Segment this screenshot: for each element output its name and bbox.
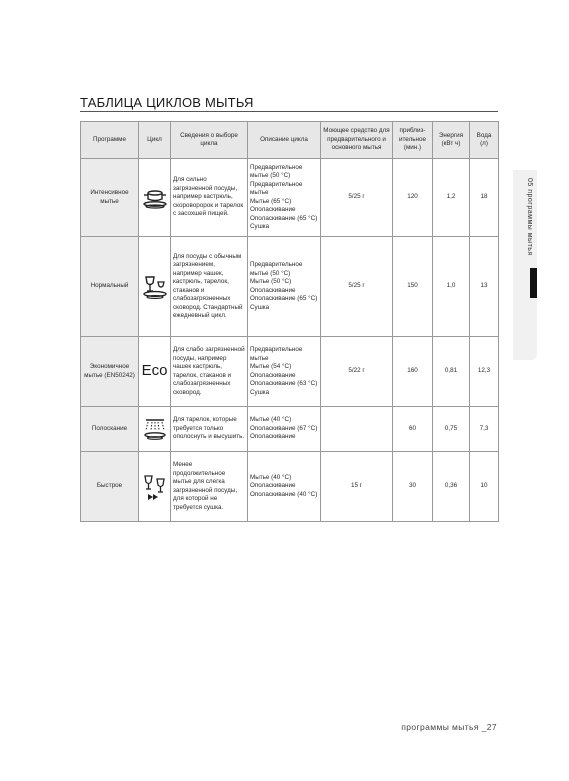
water-value: 18: [470, 159, 499, 237]
energy-value: 0,75: [433, 407, 470, 452]
cycle-icon-cell: [139, 407, 171, 452]
cycle-icon-cell: [139, 237, 171, 337]
water-value: 13: [470, 237, 499, 337]
detergent-amount: 5/25 г: [321, 237, 393, 337]
title-divider: [80, 111, 498, 112]
header-info: Сведения о выборе цикла: [171, 122, 248, 159]
rinse-icon: [141, 417, 168, 441]
header-cycle: Цикл: [139, 122, 171, 159]
table-row: [81, 237, 499, 337]
duration-value: 60: [393, 407, 433, 452]
water-value: 10: [470, 452, 499, 522]
table-row: [81, 452, 499, 522]
header-duration: приблиз-ительное (мин.): [393, 122, 433, 159]
program-name: Интенсивное мытье: [81, 159, 139, 237]
cycle-description: Мытье (40 °С) Ополаскивание (67 °С) Ополаскивание: [248, 407, 321, 452]
header-energy: Энергия (кВт ч): [433, 122, 470, 159]
duration-value: 120: [393, 159, 433, 237]
intensive-pot-icon: [141, 187, 168, 209]
energy-value: 0,36: [433, 452, 470, 522]
quick-glasses-icon: [141, 474, 168, 500]
cycle-info: Для посуды с обычным загрязнением, например чашек, кастрюль, тарелок, стаканов и слабозагрязненных сковород. Стандартный ежедневный цикл.: [171, 237, 248, 337]
energy-value: 1,0: [433, 237, 470, 337]
program-name: Нормальный: [81, 237, 139, 337]
cycle-icon-cell: [139, 452, 171, 522]
cycle-description: Предварительное мытье Мытье (54 °С) Ополаскивание Ополаскивание (63 °С) Сушка: [248, 337, 321, 407]
table-row: [81, 337, 499, 407]
eco-icon: Eco: [141, 362, 168, 380]
table-row: [81, 407, 499, 452]
detergent-amount: 5/22 г: [321, 337, 393, 407]
duration-value: 150: [393, 237, 433, 337]
detergent-amount: [321, 407, 393, 452]
header-detergent: Моющее средство для предварительного и основного мытья: [321, 122, 393, 159]
header-water: Вода (л): [470, 122, 499, 159]
page-footer: программы мытья _27: [401, 722, 497, 732]
program-name: Полоскание: [81, 407, 139, 452]
program-name: Быстрое: [81, 452, 139, 522]
page-title: ТАБЛИЦА ЦИКЛОВ МЫТЬЯ: [80, 95, 254, 110]
table-header-row: [81, 122, 499, 159]
section-indicator: [530, 268, 537, 298]
normal-glass-plate-icon: [141, 274, 168, 300]
cycle-icon-cell: [139, 337, 171, 407]
cycle-description: Предварительное мытье (50 °С) Предварительное мытье Мытье (65 °С) Ополаскивание Ополаскивание (65 °С) Сушка: [248, 159, 321, 237]
section-side-tab: [513, 170, 537, 360]
detergent-amount: 5/25 г: [321, 159, 393, 237]
detergent-amount: 15 г: [321, 452, 393, 522]
cycle-info: Для слабо загрязненной посуды, например чашек кастрюль, тарелок, стаканов и слабозагрязненных сковород.: [171, 337, 248, 407]
cycle-description: Предварительное мытье (50 °С) Мытье (50 °С) Ополаскивание Ополаскивание (65 °С) Сушка: [248, 237, 321, 337]
header-description: Описание цикла: [248, 122, 321, 159]
water-value: 7,3: [470, 407, 499, 452]
duration-value: 30: [393, 452, 433, 522]
cycle-info: Менее продолжительное мытье для слегка загрязненной посуды, для которой не требуется сушка.: [171, 452, 248, 522]
energy-value: 1,2: [433, 159, 470, 237]
cycle-icon-cell: [139, 159, 171, 237]
cycle-description: Мытье (40 °С) Ополаскивание Ополаскивание (40 °С): [248, 452, 321, 522]
energy-value: 0,81: [433, 337, 470, 407]
section-tab-label: 05 программы мытья: [526, 178, 533, 256]
cycle-info: Для сильно загрязненной посуды, например кастрюль, скороворорок и тарелок с засохшей пищей.: [171, 159, 248, 237]
duration-value: 160: [393, 337, 433, 407]
wash-cycles-table: [80, 121, 499, 522]
table-row: [81, 159, 499, 237]
header-program: Программе: [81, 122, 139, 159]
cycle-info: Для тарелок, которые требуется только ополоснуть и высушить.: [171, 407, 248, 452]
program-name: Экономичное мытье (EN50242): [81, 337, 139, 407]
water-value: 12,3: [470, 337, 499, 407]
